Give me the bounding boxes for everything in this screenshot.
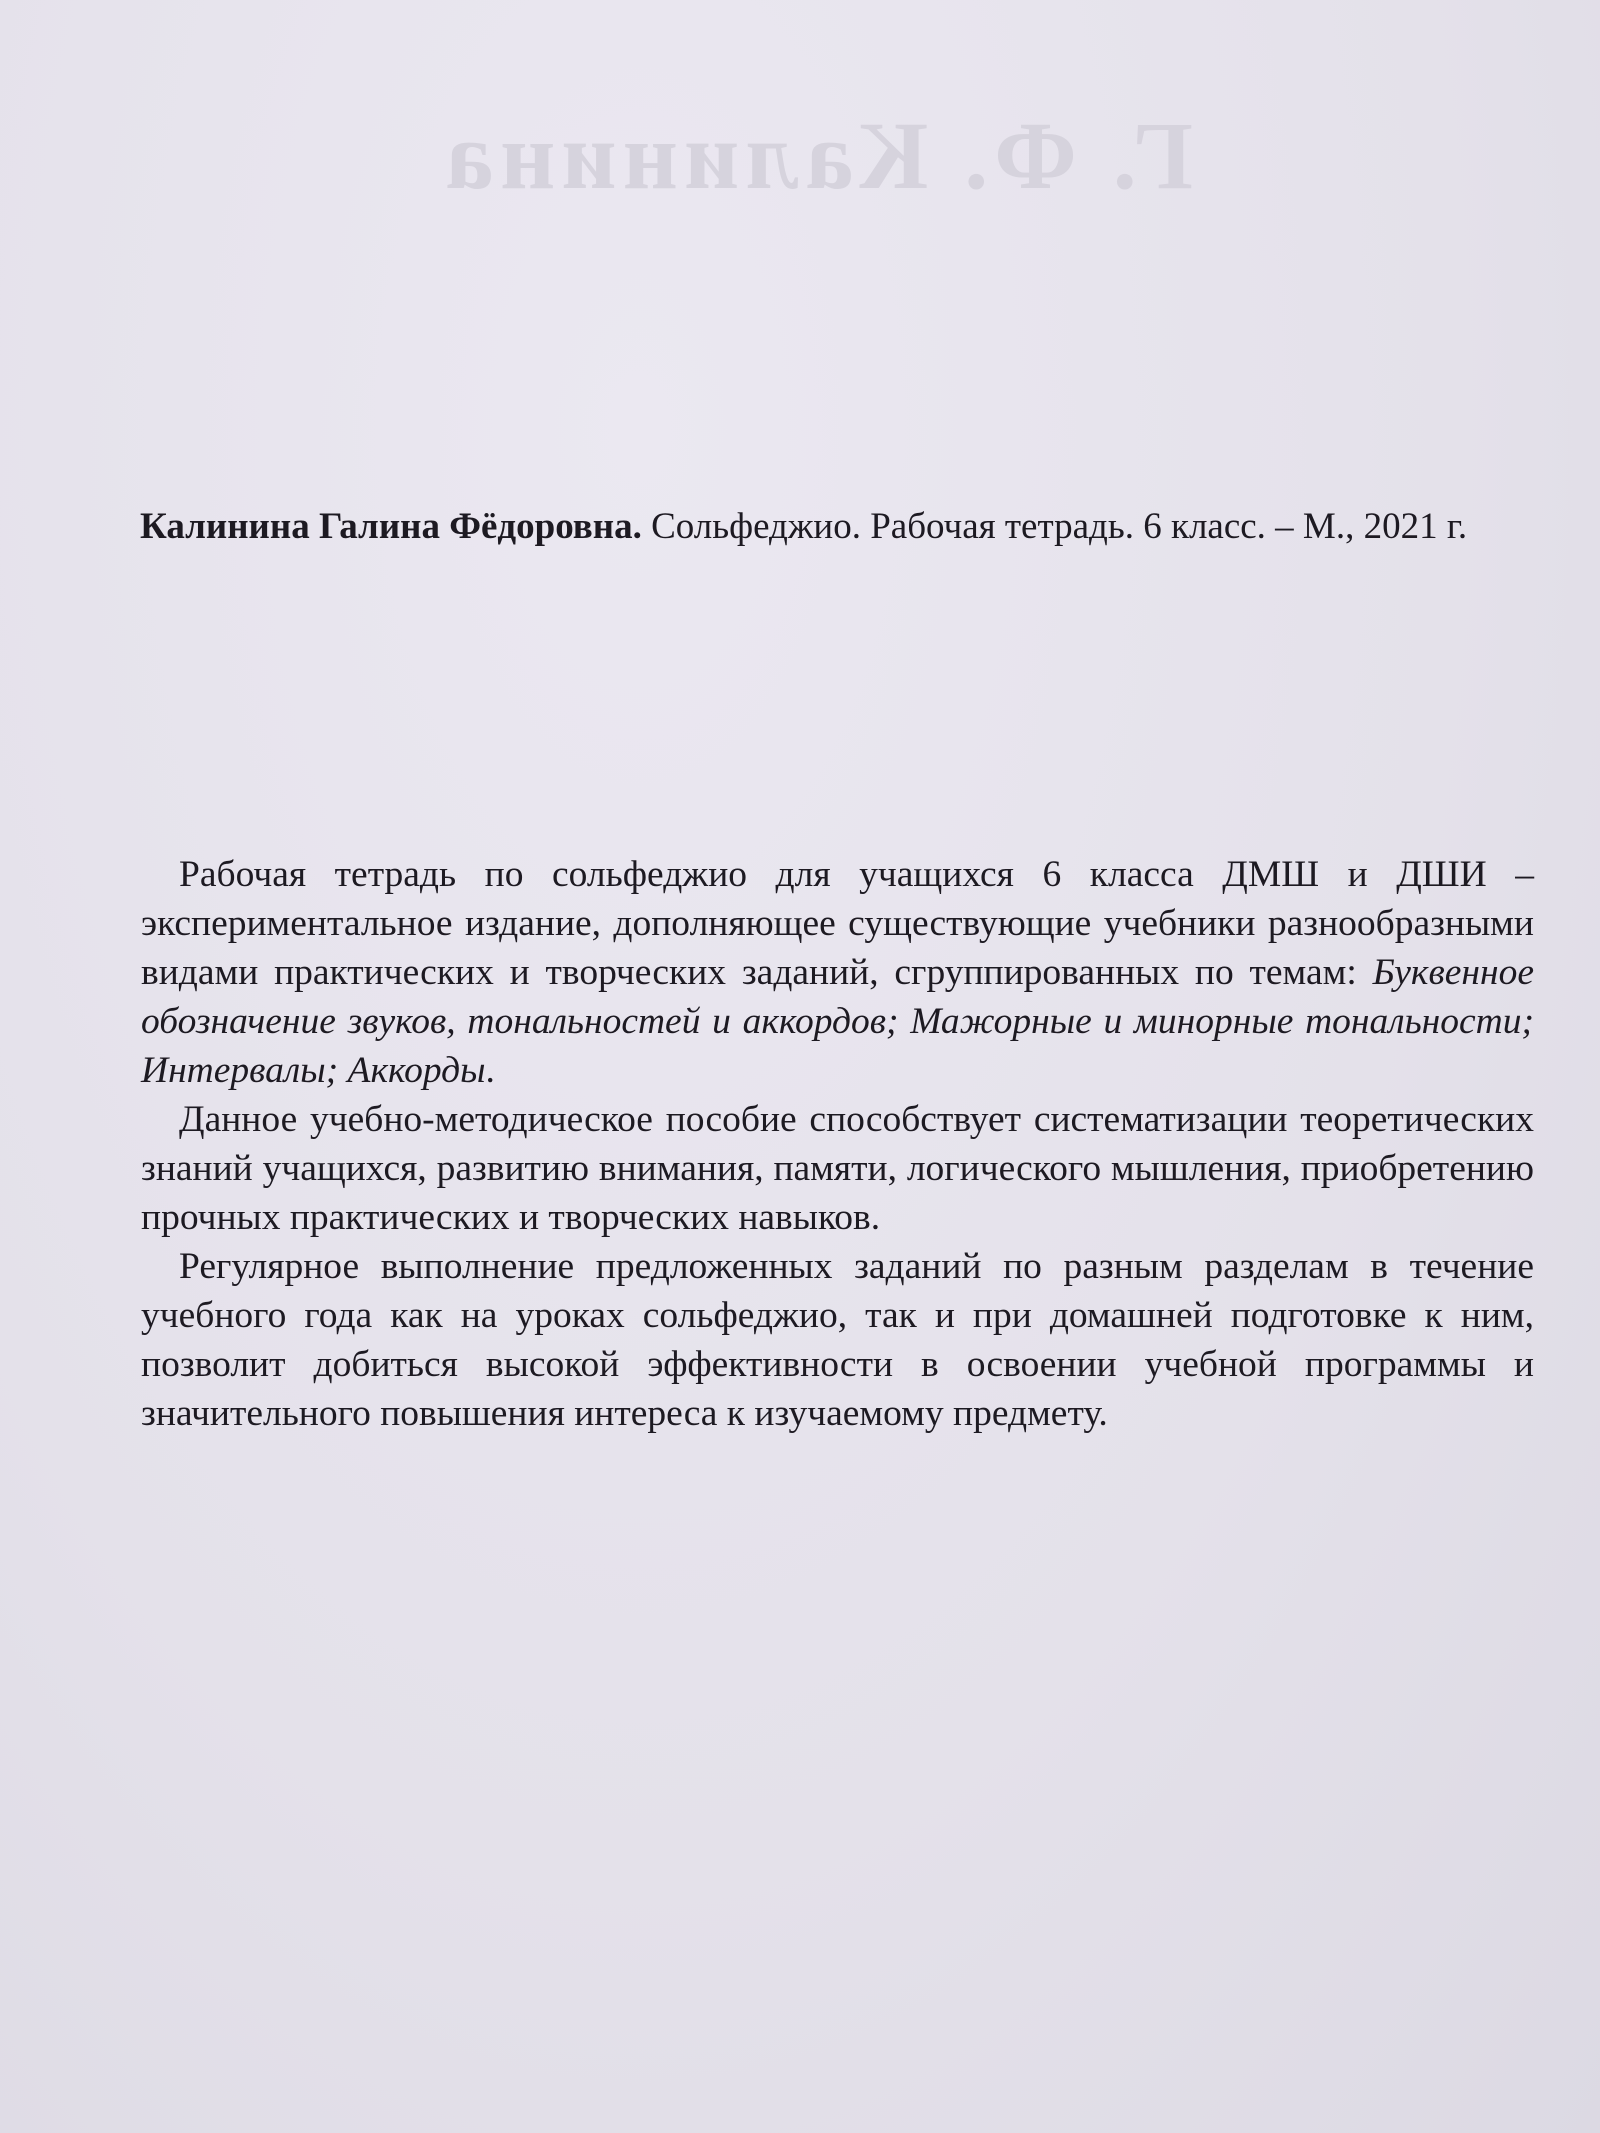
text-segment: Рабочая тетрадь по сольфеджио для учащихся 6 класса ДМШ и ДШИ – экспериментальное издание, дополняющее существующие учебники разнообразными видами практических и творческих заданий, сгруппированных по темам: [141,854,1534,993]
paragraph [141,850,1534,1095]
bibliographic-reference [140,505,1530,549]
text-segment: Данное учебно-методическое пособие способствует систематизации теоретических знаний учащихся, развитию внимания, памяти, логического мышления, приобретению прочных практических и творческих навыков. [141,1099,1534,1238]
publication-details: Сольфеджио. Рабочая тетрадь. 6 класс. – М., 2021 г. [641,506,1468,547]
text-segment-italic: Буквенное обозначение звуков, тональностей и аккордов; Мажорные и минорные тональности; Интервалы; Аккорды [141,952,1534,1091]
show-through-title: Г. Ф. Калинина [440,102,1193,209]
paragraph [141,1242,1534,1438]
annotation-text [141,850,1534,1438]
text-segment: Регулярное выполнение предложенных заданий по разным разделам в течение учебного года как на уроках сольфеджио, так и при домашней подготовке к ним, позволит добиться высокой эффективности в освоении учебной программы и значительного повышения интереса к изучаемому предмету. [141,1246,1534,1434]
author-name: Калинина Галина Фёдоровна. [140,506,642,547]
text-segment: . [485,1050,495,1091]
paragraph [141,1095,1534,1242]
